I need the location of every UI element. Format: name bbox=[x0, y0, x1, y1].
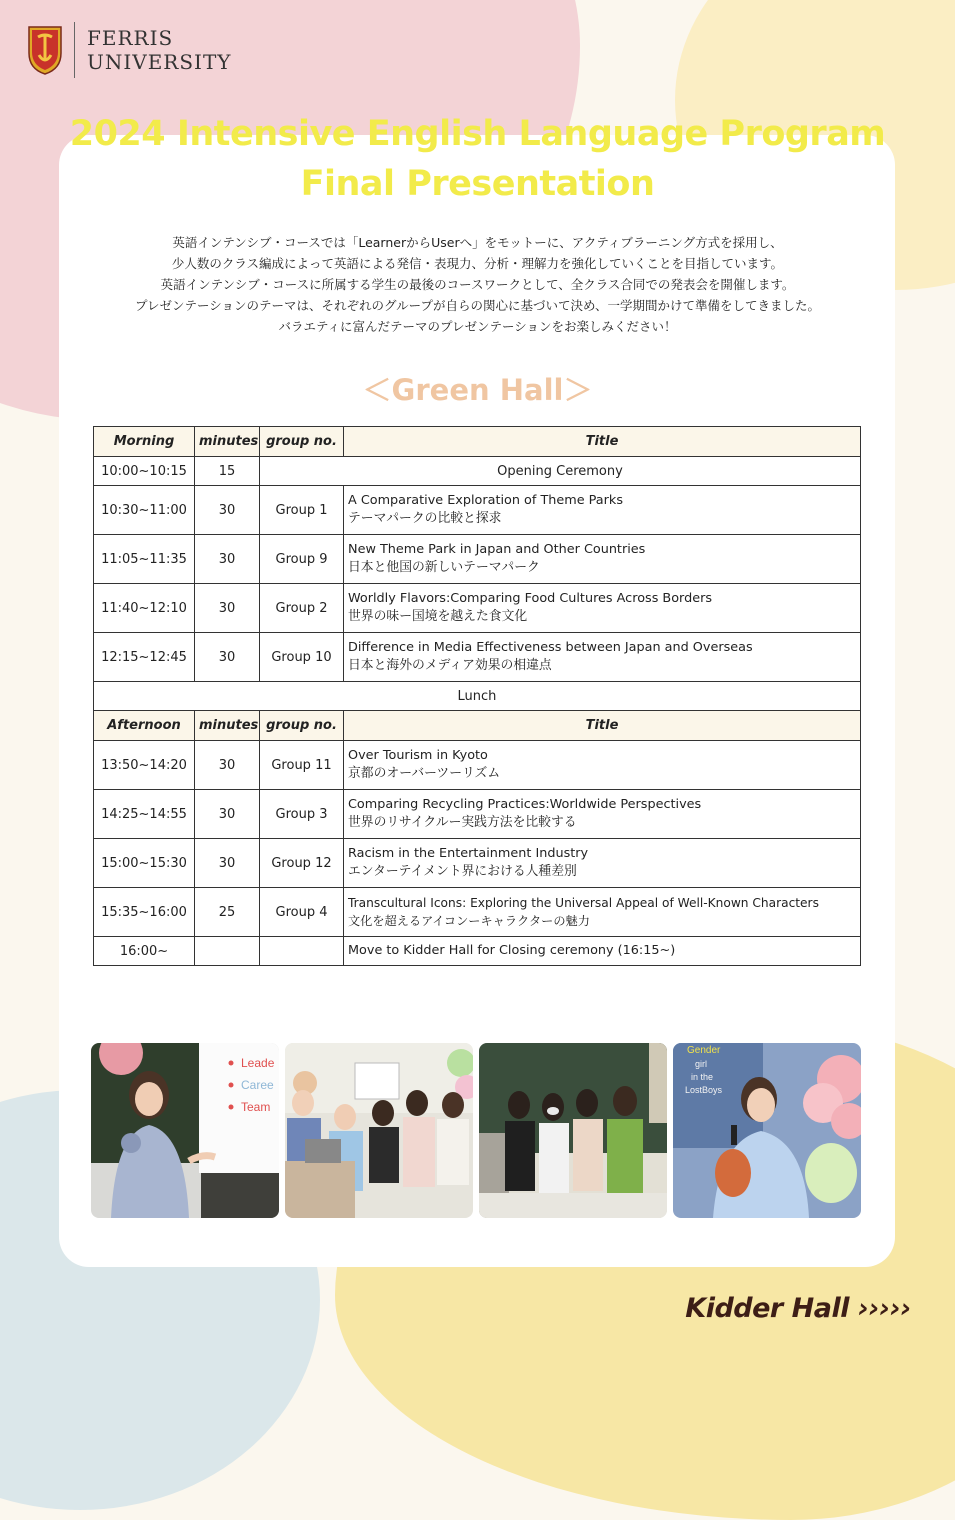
title-en: Comparing Recycling Practices:Worldwide Perspectives bbox=[348, 797, 702, 812]
time-cell: 15:35~16:00 bbox=[94, 888, 195, 937]
slide-text: Leade bbox=[241, 1056, 275, 1070]
intro-line: 少人数のクラス編成によって英語による発信・表現力、分析・理解力を強化していくことを目指しています。 bbox=[171, 256, 784, 271]
group-cell: Group 10 bbox=[260, 633, 344, 682]
group-cell bbox=[260, 937, 344, 966]
col-header-minutes: minutes bbox=[195, 711, 260, 741]
minutes-cell: 25 bbox=[195, 888, 260, 937]
minutes-cell: 30 bbox=[195, 535, 260, 584]
header-row bbox=[94, 711, 861, 741]
title-en: Worldly Flavors:Comparing Food Cultures Across Borders bbox=[348, 591, 712, 606]
slide-text: Gender bbox=[687, 1045, 721, 1056]
title-cell bbox=[344, 790, 861, 839]
logo-divider bbox=[74, 22, 75, 78]
table-row bbox=[94, 457, 861, 486]
time-cell: 13:50~14:20 bbox=[94, 741, 195, 790]
title-en: Racism in the Entertainment Industry bbox=[348, 846, 589, 861]
time-cell: 10:00~10:15 bbox=[94, 457, 195, 486]
table-row bbox=[94, 486, 861, 535]
title-cell bbox=[344, 633, 861, 682]
minutes-cell bbox=[195, 937, 260, 966]
time-cell: 11:05~11:35 bbox=[94, 535, 195, 584]
table-row bbox=[94, 741, 861, 790]
page-title-line1: 2024 Intensive English Language Program bbox=[69, 114, 886, 154]
minutes-cell: 30 bbox=[195, 741, 260, 790]
title-ja: 文化を超えるアイコンーキャラクターの魅力 bbox=[348, 914, 590, 928]
col-header-group: group no. bbox=[260, 711, 344, 741]
university-name-line1: FERRIS bbox=[87, 26, 174, 50]
university-name-line2: UNIVERSITY bbox=[87, 50, 232, 74]
photo-group-with-teacher bbox=[285, 1043, 473, 1218]
time-cell: 16:00~ bbox=[94, 937, 195, 966]
title-cell bbox=[344, 888, 861, 937]
col-header-group: group no. bbox=[260, 427, 344, 457]
title-en: Over Tourism in Kyoto bbox=[348, 748, 488, 763]
title-ja: 京都のオーバーツーリズム bbox=[348, 766, 501, 781]
closing-row bbox=[94, 937, 861, 966]
title-ja: エンターテイメント界における人種差別 bbox=[348, 864, 577, 879]
minutes-cell: 15 bbox=[195, 457, 260, 486]
group-cell: Group 12 bbox=[260, 839, 344, 888]
next-hall-link[interactable]: Kidder Hall ››››› bbox=[685, 1293, 911, 1324]
minutes-cell: 30 bbox=[195, 584, 260, 633]
intro-line: バラエティに富んだテーマのプレゼンテーションをお楽しみください！ bbox=[278, 319, 677, 334]
time-cell: 11:40~12:10 bbox=[94, 584, 195, 633]
university-name bbox=[87, 26, 232, 74]
minutes-cell: 30 bbox=[195, 790, 260, 839]
title-en: Transcultural Icons: Exploring the Universal Appeal of Well-Known Characters bbox=[348, 896, 819, 910]
lunch-row bbox=[94, 682, 861, 711]
intro-text bbox=[60, 232, 895, 337]
time-cell: 14:25~14:55 bbox=[94, 790, 195, 839]
closing-cell: Move to Kidder Hall for Closing ceremony (16:15~) bbox=[344, 937, 861, 966]
col-header-afternoon: Afternoon bbox=[94, 711, 195, 741]
title-cell bbox=[344, 584, 861, 633]
crest-icon bbox=[28, 25, 62, 75]
time-cell: 15:00~15:30 bbox=[94, 839, 195, 888]
title-en: Difference in Media Effectiveness between Japan and Overseas bbox=[348, 640, 753, 655]
event-cell: Opening Ceremony bbox=[260, 457, 861, 486]
title-cell bbox=[344, 839, 861, 888]
table-row bbox=[94, 633, 861, 682]
time-cell: 10:30~11:00 bbox=[94, 486, 195, 535]
col-header-minutes: minutes bbox=[195, 427, 260, 457]
intro-line: プレゼンテーションのテーマは、それぞれのグループが自らの関心に基づいて決め、一学期間かけて準備をしてきました。 bbox=[134, 298, 820, 313]
header-row bbox=[94, 427, 861, 457]
intro-line: 英語インテンシブ・コースに所属する学生の最後のコースワークとして、全クラス合同での発表会を開催します。 bbox=[160, 277, 795, 292]
slide-text: Caree bbox=[241, 1078, 274, 1092]
minutes-cell: 30 bbox=[195, 633, 260, 682]
col-header-title: Title bbox=[344, 427, 861, 457]
title-cell bbox=[344, 535, 861, 584]
title-ja: 日本と他国の新しいテーマパーク bbox=[348, 560, 540, 575]
hall-heading: ＜Green Hall＞ bbox=[362, 373, 593, 407]
group-cell: Group 4 bbox=[260, 888, 344, 937]
title-ja: テーマパークの比較と探求 bbox=[348, 511, 502, 526]
schedule-table bbox=[93, 426, 861, 966]
group-cell: Group 2 bbox=[260, 584, 344, 633]
title-ja: 日本と海外のメディア効果の相違点 bbox=[348, 658, 552, 673]
slide-text: LostBoys bbox=[685, 1085, 723, 1095]
title-cell bbox=[344, 741, 861, 790]
title-cell bbox=[344, 486, 861, 535]
minutes-cell: 30 bbox=[195, 839, 260, 888]
table-row bbox=[94, 888, 861, 937]
minutes-cell: 30 bbox=[195, 486, 260, 535]
table-row bbox=[94, 839, 861, 888]
group-cell: Group 11 bbox=[260, 741, 344, 790]
table-row bbox=[94, 790, 861, 839]
title-ja: 世界の味ー国境を越えた食文化 bbox=[348, 609, 528, 624]
group-cell: Group 9 bbox=[260, 535, 344, 584]
photo-presenter-slide bbox=[91, 1043, 279, 1218]
table-row bbox=[94, 584, 861, 633]
table-row bbox=[94, 535, 861, 584]
group-cell: Group 1 bbox=[260, 486, 344, 535]
photo-group-classroom bbox=[479, 1043, 667, 1218]
intro-line: 英語インテンシブ・コースでは「LearnerからUserへ」をモットーに、アクティブラーニング方式を採用し、 bbox=[172, 235, 783, 250]
photo-strip bbox=[91, 1043, 861, 1218]
page-title-line2: Final Presentation bbox=[300, 164, 655, 204]
photo-presenter-balloons bbox=[673, 1043, 861, 1218]
slide-text: in the bbox=[691, 1072, 714, 1082]
lunch-cell: Lunch bbox=[94, 682, 861, 711]
slide-text: girl bbox=[695, 1059, 708, 1069]
slide-text: Team bbox=[241, 1100, 271, 1114]
group-cell: Group 3 bbox=[260, 790, 344, 839]
university-logo bbox=[28, 22, 232, 78]
time-cell: 12:15~12:45 bbox=[94, 633, 195, 682]
col-header-morning: Morning bbox=[94, 427, 195, 457]
col-header-title: Title bbox=[344, 711, 861, 741]
title-ja: 世界のリサイクルー実践方法を比較する bbox=[348, 815, 577, 830]
title-en: A Comparative Exploration of Theme Parks bbox=[348, 493, 623, 508]
title-en: New Theme Park in Japan and Other Countries bbox=[348, 542, 646, 557]
